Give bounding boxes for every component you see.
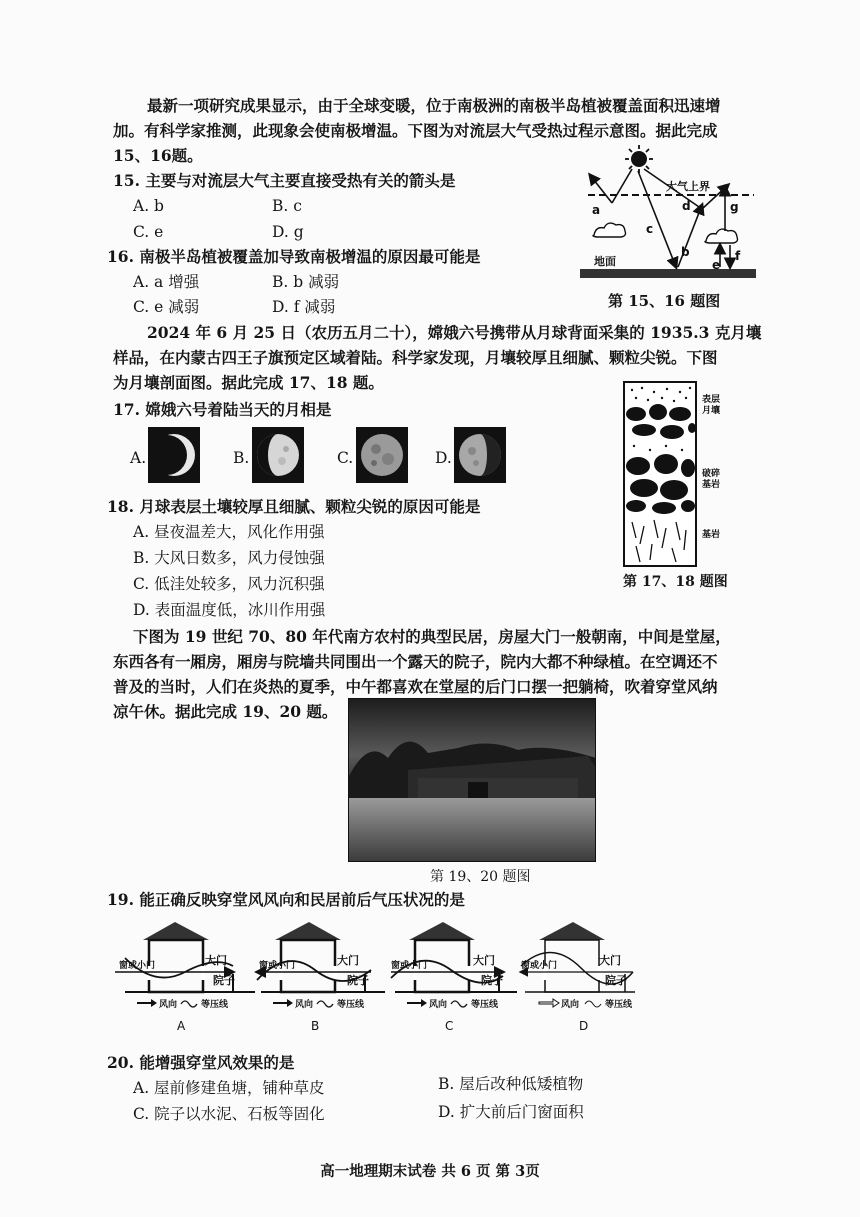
legend-d-wind: 风向 xyxy=(561,1000,580,1010)
legend-a-wind: 风向 xyxy=(159,1000,178,1010)
q18-stem: 18. 月球表层土壤较厚且细腻、颗粒尖锐的原因可能是 xyxy=(107,497,481,516)
letter-c: c xyxy=(646,222,654,236)
arrow-in-a xyxy=(612,169,632,203)
legend-c-wind: 风向 xyxy=(429,1000,448,1010)
q16-option-d: D. f 减弱 xyxy=(272,298,336,316)
wind-legend-icon-d xyxy=(539,999,559,1007)
q20-option-d: D. 扩大前后门窗面积 xyxy=(438,1103,584,1121)
letter-d: d xyxy=(682,199,691,213)
moon-phase-a-image xyxy=(148,427,200,483)
atmosphere-top-label: 大气上界 xyxy=(666,180,710,193)
q16-stem: 16. 南极半岛植被覆盖加导致南极增温的原因最可能是 xyxy=(107,247,481,266)
q16-option-b: B. b 减弱 xyxy=(272,273,340,291)
intro3-line-1: 下图为 19 世纪 70、80 年代南方农村的典型民居，房屋大门一般朝南，中间是堂屋， xyxy=(133,627,731,646)
label-d-window: 窗或小门 xyxy=(521,961,558,971)
intro3-line-2: 东西各有一厢房，厢房与院墙共同围出一个露天的院子，院内大都不种绿植。在空调还不 xyxy=(113,652,718,671)
q15-option-d: D. g xyxy=(272,223,304,241)
q18-option-d: D. 表面温度低，冰川作用强 xyxy=(133,601,326,619)
q17-option-b: B. xyxy=(233,449,250,467)
intro2-line-2: 样品，在内蒙古四王子旗预定区域着陆。科学家发现，月壤较厚且细腻、颗粒尖锐。下图 xyxy=(113,348,718,367)
q17-option-d: D. xyxy=(435,449,452,467)
q15-option-a: A. b xyxy=(133,197,164,215)
q17-option-c: C. xyxy=(337,449,354,467)
label-b-yard: 院子 xyxy=(347,974,369,987)
letter-g: g xyxy=(730,200,739,214)
label-a-yard: 院子 xyxy=(213,974,235,987)
q19-option-c-label: C xyxy=(445,1019,454,1033)
letter-e: e xyxy=(712,258,721,272)
wind-legend-icon-c xyxy=(407,999,427,1007)
fig1920-caption: 第 19、20 题图 xyxy=(430,869,531,885)
moon-phase-d-image xyxy=(454,427,506,483)
letter-f: f xyxy=(735,249,741,263)
q19-options-diagram xyxy=(115,918,635,1036)
cloud-right-icon xyxy=(705,229,738,243)
page-footer: 高一地理期末试卷 共 6 页 第 3页 xyxy=(320,1163,540,1180)
arrow-a xyxy=(590,175,612,203)
moon-phase-b-image xyxy=(252,427,304,483)
label-c-door: 大门 xyxy=(473,954,495,967)
fig1718-caption: 第 17、18 题图 xyxy=(623,574,728,590)
layer-label-broken-bedrock: 破碎基岩 xyxy=(702,469,721,490)
q20-option-b: B. 屋后改种低矮植物 xyxy=(438,1075,584,1093)
legend-b-isobar: 等压线 xyxy=(337,1000,365,1010)
legend-d-isobar: 等压线 xyxy=(605,1000,633,1010)
fig1516-caption: 第 15、16 题图 xyxy=(608,292,721,310)
isobar-legend-icon-d xyxy=(585,1001,601,1007)
legend-a-isobar: 等压线 xyxy=(201,1000,229,1010)
layer-label-surface: 表层月壤 xyxy=(702,395,721,416)
q18-option-a: A. 昼夜温差大，风化作用强 xyxy=(133,523,325,541)
q15-option-c: C. e xyxy=(133,223,164,241)
intro2-line-1: 2024 年 6 月 25 日（农历五月二十），嫦娥六号携带从月球背面采集的 1935.3 克月壤 xyxy=(147,323,762,342)
label-c-yard: 院子 xyxy=(481,974,503,987)
wind-legend-icon-b xyxy=(273,999,293,1007)
q19-stem: 19. 能正确反映穿堂风风向和民居前后气压状况的是 xyxy=(107,890,465,909)
intro3-line-4: 凉午休。据此完成 19、20 题。 xyxy=(113,702,338,721)
legend-b-wind: 风向 xyxy=(295,1000,314,1010)
q15-stem: 15. 主要与对流层大气主要直接受热有关的箭头是 xyxy=(113,171,456,190)
layer-label-bedrock: 基岩 xyxy=(702,530,721,540)
wind-legend-icon-a xyxy=(137,999,157,1007)
cloud-left-icon xyxy=(593,223,626,237)
q19-option-d-label: D xyxy=(579,1019,589,1033)
atmosphere-heating-diagram xyxy=(578,145,758,285)
ground-bar xyxy=(580,269,756,278)
intro1-line-2: 加。有科学家推测，此现象会使南极增温。下图为对流层大气受热过程示意图。据此完成 xyxy=(113,121,718,140)
letter-a: a xyxy=(592,203,601,217)
q17-option-a: A. xyxy=(130,449,147,467)
q20-option-c: C. 院子以水泥、石板等固化 xyxy=(133,1105,325,1123)
isobar-legend-icon-a xyxy=(181,1001,197,1007)
legend-c-isobar: 等压线 xyxy=(471,1000,499,1010)
q20-stem: 20. 能增强穿堂风效果的是 xyxy=(107,1053,295,1072)
ground-label: 地面 xyxy=(594,255,616,268)
label-b-door: 大门 xyxy=(337,954,359,967)
label-a-door: 大门 xyxy=(205,954,227,967)
q18-option-b: B. 大风日数多，风力侵蚀强 xyxy=(133,549,325,567)
intro3-line-3: 普及的当时，人们在炎热的夏季，中午都喜欢在堂屋的后门口摆一把躺椅，吹着穿堂风纳 xyxy=(113,677,718,696)
traditional-house-photo xyxy=(348,698,596,862)
lunar-soil-profile-diagram xyxy=(622,380,732,570)
q19-option-a-label: A xyxy=(177,1019,186,1033)
label-c-window: 窗或小门 xyxy=(391,961,428,971)
isobar-legend-icon-c xyxy=(451,1001,467,1007)
intro1-line-3: 15、16题。 xyxy=(113,146,203,165)
isobar-legend-icon-b xyxy=(317,1001,333,1007)
label-a-window: 窗或小门 xyxy=(119,961,156,971)
sun-icon xyxy=(625,145,653,173)
label-d-door: 大门 xyxy=(599,954,621,967)
intro2-line-3: 为月壤剖面图。据此完成 17、18 题。 xyxy=(113,373,384,392)
q16-option-a: A. a 增强 xyxy=(133,273,200,291)
q17-stem: 17. 嫦娥六号着陆当天的月相是 xyxy=(113,400,332,419)
label-d-yard: 院子 xyxy=(605,974,627,987)
q18-option-c: C. 低洼处较多，风力沉积强 xyxy=(133,575,325,593)
q16-option-c: C. e 减弱 xyxy=(133,298,200,316)
moon-phase-c-image xyxy=(356,427,408,483)
intro1-line-1: 最新一项研究成果显示，由于全球变暖，位于南极洲的南极半岛植被覆盖面积迅速增 xyxy=(147,96,721,115)
q20-option-a: A. 屋前修建鱼塘，铺种草皮 xyxy=(133,1079,325,1097)
q19-option-b-label: B xyxy=(311,1019,320,1033)
letter-b: b xyxy=(681,245,690,259)
label-b-window: 窗或小门 xyxy=(259,961,296,971)
q15-option-b: B. c xyxy=(272,197,302,215)
